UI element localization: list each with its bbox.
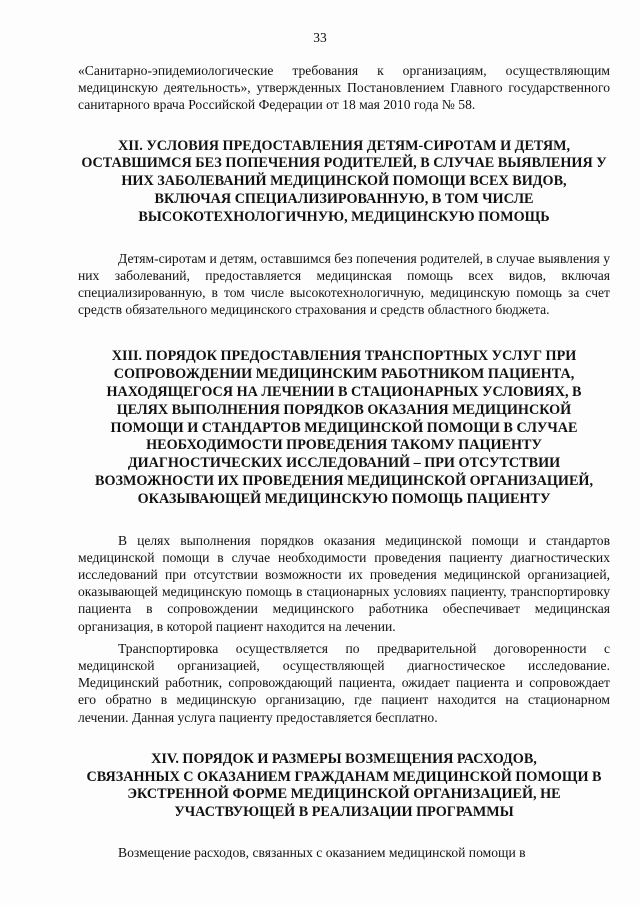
document-content (78, 62, 610, 861)
section-14-heading (78, 751, 610, 822)
section-14-body: Возмещение расходов, связанных с оказанием медицинской помощи в (118, 845, 526, 860)
heading-line: НАХОДЯЩЕГОСЯ НА ЛЕЧЕНИИ В СТАЦИОНАРНЫХ УСЛОВИЯХ, В (106, 384, 582, 400)
heading-line: УЧАСТВУЮЩЕЙ В РЕАЛИЗАЦИИ ПРОГРАММЫ (174, 804, 514, 821)
heading-line: НИХ ЗАБОЛЕВАНИЙ МЕДИЦИНСКОЙ ПОМОЩИ ВСЕХ ВИДОВ, (121, 173, 567, 190)
heading-line: ВОЗМОЖНОСТИ ИХ ПРОВЕДЕНИЯ МЕДИЦИНСКОЙ ОРГАНИЗАЦИЕЙ, (94, 472, 594, 489)
heading-line: ЭКСТРЕННОЙ ФОРМЕ МЕДИЦИНСКОЙ ОРГАНИЗАЦИЕЙ, НЕ (127, 786, 561, 803)
page-number: 33 (313, 30, 327, 45)
section-12-heading (78, 138, 610, 227)
section-13-body-1: В целях выполнения порядков оказания медицинской помощи и стандартов медицинской помощи в случае необходимости проведения пациенту диагностических исследований при отсутствии возможности их проведения медицинской организацией, оказывающей медицинскую помощь в стационарных условиях пациенту, транспортировку пациента в сопровождении медицинского работника обеспечивает медицинская организация, в которой пациент находится на лечении. (78, 532, 610, 634)
intro-paragraph: «Санитарно-эпидемиологические требования к организациям, осуществляющим медицинскую деятельность», утвержденных Постановлением Главного государственного санитарного врача Российской Федерации от 18 мая 2010 года № 58. (78, 63, 610, 113)
heading-line: XIII. ПОРЯДОК ПРЕДОСТАВЛЕНИЯ ТРАНСПОРТНЫХ УСЛУГ ПРИ (111, 348, 577, 365)
section-12-body: Детям-сиротам и детям, оставшимся без попечения родителей, в случае выявления у них заболеваний, предоставляется медицинская помощь всех видов, включая специализированную, в том числе высокотехнологичную, медицинскую помощь за счет средств обязательного медицинского страхования и средств областного бюджета. (78, 250, 610, 318)
heading-line: СВЯЗАННЫХ С ОКАЗАНИЕМ ГРАЖДАНАМ МЕДИЦИНСКОЙ ПОМОЩИ В (86, 768, 602, 785)
heading-line: ПОМОЩИ И СТАНДАРТОВ МЕДИЦИНСКОЙ ПОМОЩИ В СЛУЧАЕ (110, 419, 578, 436)
heading-line: ВЫСОКОТЕХНОЛОГИЧНУЮ, МЕДИЦИНСКУЮ ПОМОЩЬ (138, 208, 550, 225)
heading-line: XII. УСЛОВИЯ ПРЕДОСТАВЛЕНИЯ ДЕТЯМ-СИРОТАМ И ДЕТЯМ, (117, 137, 571, 154)
heading-line: ДИАГНОСТИЧЕСКИХ ИССЛЕДОВАНИЙ – ПРИ ОТСУТСТВИИ (127, 455, 561, 472)
section-13-heading (78, 348, 610, 508)
heading-line: ЦЕЛЯХ ВЫПОЛНЕНИЯ ПОРЯДКОВ ОКАЗАНИЯ МЕДИЦИНСКОЙ (116, 401, 572, 418)
heading-line: СОПРОВОЖДЕНИИ МЕДИЦИНСКИМ РАБОТНИКОМ ПАЦИЕНТА, (113, 366, 575, 383)
heading-line: НЕОБХОДИМОСТИ ПРОВЕДЕНИЯ ТАКОМУ ПАЦИЕНТУ (146, 437, 542, 454)
heading-line: XIV. ПОРЯДОК И РАЗМЕРЫ ВОЗМЕЩЕНИЯ РАСХОДОВ, (151, 750, 537, 767)
heading-line: ВКЛЮЧАЯ СПЕЦИАЛИЗИРОВАННУЮ, В ТОМ ЧИСЛЕ (154, 191, 534, 207)
heading-line: ОКАЗЫВАЮЩЕЙ МЕДИЦИНСКУЮ ПОМОЩЬ ПАЦИЕНТУ (137, 490, 551, 507)
section-13-body-2: Транспортировка осуществляется по предварительной договоренности с медицинской организацией, осуществляющей диагностическое исследование. Медицинский работник, сопровождающий пациента, ожидает пациента и сопровождает его обратно в медицинскую организацию, где пациент находится на стационарном лечении. Данная услуга пациенту предоставляется бесплатно. (78, 640, 610, 725)
heading-line: ОСТАВШИМСЯ БЕЗ ПОПЕЧЕНИЯ РОДИТЕЛЕЙ, В СЛУЧАЕ ВЫЯВЛЕНИЯ У (81, 155, 607, 172)
